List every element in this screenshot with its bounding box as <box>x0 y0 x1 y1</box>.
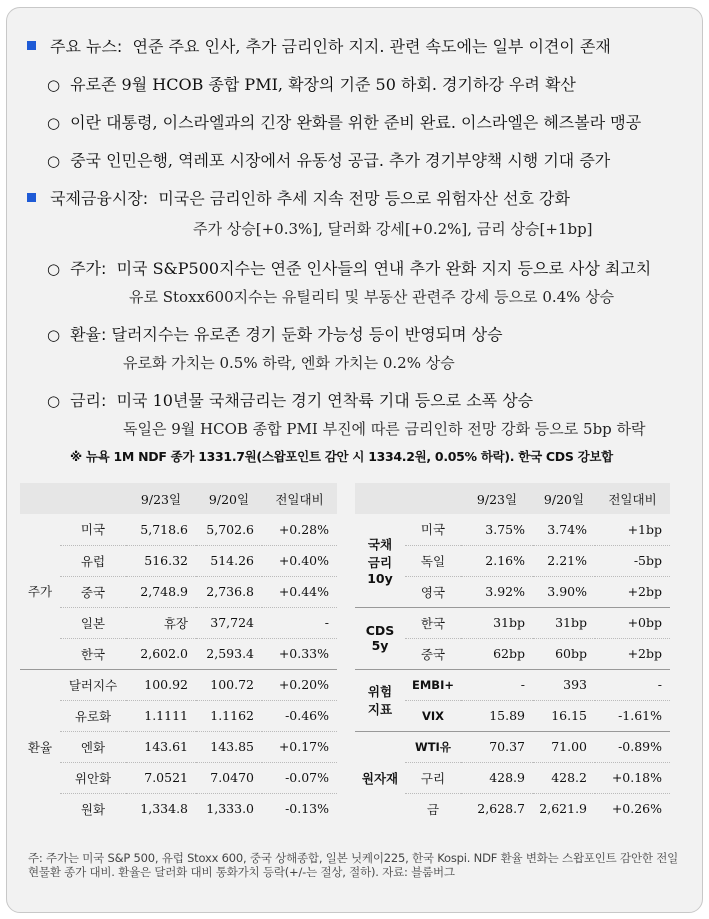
cell-value: +1bp <box>627 521 662 537</box>
cell-value: 428.2 <box>533 762 595 793</box>
footnote: 주: 주가는 미국 S&P 500, 유럽 Stoxx 600, 중국 상해종합, 일본 닛케이225, 한국 Kospi. NDF 환율 변화는 스왑포인트 감안한 전일 현물환 종가 대비. 환율은 달러화 대비 통화가치 등락(+/-는 절상, 절하). 자료: 블룸버그 <box>28 851 679 879</box>
ndf-note: ※ 뉴욕 1M NDF 종가 1331.7원(스왑포인트 감안 시 1334.2원, 0.05% 하락). 한국 CDS 강보합 <box>70 449 613 464</box>
cell-value: 3.92% <box>461 576 533 607</box>
table-header-row <box>20 483 337 514</box>
row-label: 원화 <box>60 793 126 824</box>
cell-value: 71.00 <box>533 731 595 762</box>
circle-bullet-icon: ○ <box>47 76 61 94</box>
row-label: 달러지수 <box>60 669 126 700</box>
col-header: 9/23일 <box>126 483 196 514</box>
table-row <box>355 669 670 700</box>
cell-value: 60bp <box>533 638 595 669</box>
cell-value: +0.26% <box>595 793 670 824</box>
cell-value: 2,593.4 <box>196 638 262 669</box>
news-item-text: 유로존 9월 HCOB 종합 PMI, 확장의 기준 50 하회. 경기하강 우려 확산 <box>70 75 576 94</box>
cell-value: +2bp <box>595 638 670 669</box>
group-label: CDS 5y <box>355 607 405 669</box>
cell-value: 7.0470 <box>196 762 262 793</box>
circle-bullet-icon: ○ <box>47 114 61 132</box>
cell-value: -0.13% <box>262 793 337 824</box>
cell-value: 100.92 <box>126 669 196 700</box>
circle-bullet-icon: ○ <box>47 152 61 170</box>
section-text: 연준 주요 인사, 추가 금리인하 지지. 관련 속도에는 일부 이견이 존재 <box>132 37 611 56</box>
left-market-table <box>20 483 337 824</box>
cell-value: -0.07% <box>262 762 337 793</box>
news-item-text: 이란 대통령, 이스라엘과의 긴장 완화를 위한 준비 완료. 이스라엘은 헤즈볼라 맹공 <box>70 113 642 132</box>
group-label: 원자재 <box>355 731 405 824</box>
section-main-news <box>27 36 611 58</box>
row-label: WTI유 <box>405 731 461 762</box>
row-label: 유로화 <box>60 700 126 731</box>
cell-value: 516.32 <box>126 545 196 576</box>
item-head: 주가: <box>70 259 107 278</box>
col-header: 9/20일 <box>533 483 595 514</box>
right-market-table <box>355 483 670 824</box>
cell-value: 2,628.7 <box>461 793 533 824</box>
row-label: 한국 <box>60 638 126 669</box>
col-header: 9/20일 <box>196 483 262 514</box>
cell-value: 31bp <box>461 607 533 638</box>
cell-value: 2,736.8 <box>196 576 262 607</box>
circle-bullet-icon: ○ <box>47 260 61 278</box>
cell-value: 7.0521 <box>126 762 196 793</box>
cell-value: - <box>595 669 670 700</box>
cell-value: 3.90% <box>533 576 595 607</box>
circle-bullet-icon: ○ <box>47 326 61 344</box>
news-item <box>47 112 641 134</box>
section-sub: 주가 상승[+0.3%], 달러화 강세[+0.2%], 금리 상승[+1bp] <box>193 220 593 238</box>
cell-value: 2.16% <box>461 545 533 576</box>
item-text: 미국 S&P500지수는 연준 인사들의 연내 추가 완화 지지 등으로 사상 최고치 <box>116 259 652 278</box>
cell-value: 143.85 <box>196 731 262 762</box>
row-label: 일본 <box>60 607 126 638</box>
cell-value: 143.61 <box>126 731 196 762</box>
cell-value: 2.21% <box>533 545 595 576</box>
cell-value: 5,702.6 <box>206 521 254 537</box>
row-label: 영국 <box>405 576 461 607</box>
table-row <box>20 793 337 824</box>
cell-value: 393 <box>533 669 595 700</box>
table-row <box>20 545 337 576</box>
section-text: 미국은 금리인하 추세 지속 전망 등으로 위험자산 선호 강화 <box>158 189 570 208</box>
section-global-markets <box>27 188 570 210</box>
cell-value: 62bp <box>461 638 533 669</box>
table-row <box>355 607 670 638</box>
table-row <box>20 514 337 545</box>
item-sub: 유로화 가치는 0.5% 하락, 엔화 가치는 0.2% 상승 <box>123 354 455 372</box>
cell-value: 3.75% <box>485 521 525 537</box>
cell-value: -5bp <box>595 545 670 576</box>
row-label: 엔화 <box>60 731 126 762</box>
row-label: 구리 <box>405 762 461 793</box>
cell-value: 2,748.9 <box>126 576 196 607</box>
section-head: 주요 뉴스: <box>50 37 123 56</box>
table-row <box>20 669 337 700</box>
cell-value: -0.89% <box>595 731 670 762</box>
group-label: 주가 <box>27 584 53 600</box>
cell-value: +0bp <box>595 607 670 638</box>
table-row <box>355 731 670 762</box>
item-head: 금리: <box>70 391 107 410</box>
cell-value: 2,602.0 <box>126 638 196 669</box>
cell-value: +0.40% <box>262 545 337 576</box>
cell-value: 2,621.9 <box>533 793 595 824</box>
cell-value: +2bp <box>595 576 670 607</box>
cell-value: 514.26 <box>196 545 262 576</box>
news-item <box>47 150 610 172</box>
cell-value: 3.74% <box>547 521 587 537</box>
square-bullet-icon <box>27 41 36 50</box>
cell-value: - <box>262 607 337 638</box>
cell-value: 1.1111 <box>126 700 196 731</box>
table-row <box>20 576 337 607</box>
row-label: 중국 <box>60 576 126 607</box>
market-item-rates <box>47 390 533 412</box>
item-sub: 독일은 9월 HCOB 종합 PMI 부진에 따른 금리인하 전망 강화 등으로 5bp 하락 <box>123 420 646 438</box>
cell-value: 1.1162 <box>196 700 262 731</box>
col-header: 전일대비 <box>595 483 670 514</box>
cell-value: -0.46% <box>262 700 337 731</box>
cell-value: +0.33% <box>262 638 337 669</box>
table-row <box>20 700 337 731</box>
row-label: 미국 <box>420 522 446 538</box>
section-head: 국제금융시장: <box>50 189 149 208</box>
market-item-stocks <box>47 258 651 280</box>
table-row <box>20 762 337 793</box>
cell-value: 31bp <box>533 607 595 638</box>
cell-value: -1.61% <box>595 700 670 731</box>
item-head: 환율: <box>70 325 107 344</box>
col-header: 전일대비 <box>262 483 337 514</box>
row-label: VIX <box>405 700 461 731</box>
cell-value: 70.37 <box>461 731 533 762</box>
cell-value: 37,724 <box>196 607 262 638</box>
news-item-text: 중국 인민은행, 역레포 시장에서 유동성 공급. 추가 경기부양책 시행 기대 증가 <box>70 151 611 170</box>
cell-value: 16.15 <box>533 700 595 731</box>
table-row <box>20 607 337 638</box>
circle-bullet-icon: ○ <box>47 392 61 410</box>
cell-value: +0.17% <box>262 731 337 762</box>
table-row <box>355 514 670 545</box>
cell-value: 100.72 <box>196 669 262 700</box>
row-label: 유럽 <box>60 545 126 576</box>
row-label: EMBI+ <box>405 669 461 700</box>
news-item <box>47 74 576 96</box>
row-label: 독일 <box>405 545 461 576</box>
cell-value: +0.18% <box>595 762 670 793</box>
cell-value: +0.28% <box>278 521 329 537</box>
col-header: 9/23일 <box>461 483 533 514</box>
cell-value: 428.9 <box>461 762 533 793</box>
row-label: 한국 <box>405 607 461 638</box>
row-label: 미국 <box>80 522 106 538</box>
group-label: 위험 지표 <box>355 669 405 731</box>
item-sub: 유로 Stoxx600지수는 유틸리티 및 부동산 관련주 강세 등으로 0.4% 상승 <box>129 288 615 306</box>
table-row <box>20 638 337 669</box>
group-label: 국채 금리 10y <box>367 536 393 586</box>
cell-value: 휴장 <box>126 607 196 638</box>
cell-value: - <box>461 669 533 700</box>
cell-value: +0.44% <box>262 576 337 607</box>
row-label: 금 <box>405 793 461 824</box>
cell-value: +0.20% <box>262 669 337 700</box>
table-row <box>20 731 337 762</box>
market-item-fx <box>47 324 503 346</box>
cell-value: 1,334.8 <box>126 793 196 824</box>
item-text: 달러지수는 유로존 경기 둔화 가능성 등이 반영되며 상승 <box>111 325 503 344</box>
row-label: 위안화 <box>60 762 126 793</box>
cell-value: 5,718.6 <box>140 521 188 537</box>
row-label: 중국 <box>405 638 461 669</box>
group-label: 환율 <box>20 669 60 824</box>
cell-value: 1,333.0 <box>196 793 262 824</box>
table-header-row <box>355 483 670 514</box>
square-bullet-icon <box>27 193 36 202</box>
cell-value: 15.89 <box>461 700 533 731</box>
item-text: 미국 10년물 국채금리는 경기 연착륙 기대 등으로 소폭 상승 <box>116 391 534 410</box>
